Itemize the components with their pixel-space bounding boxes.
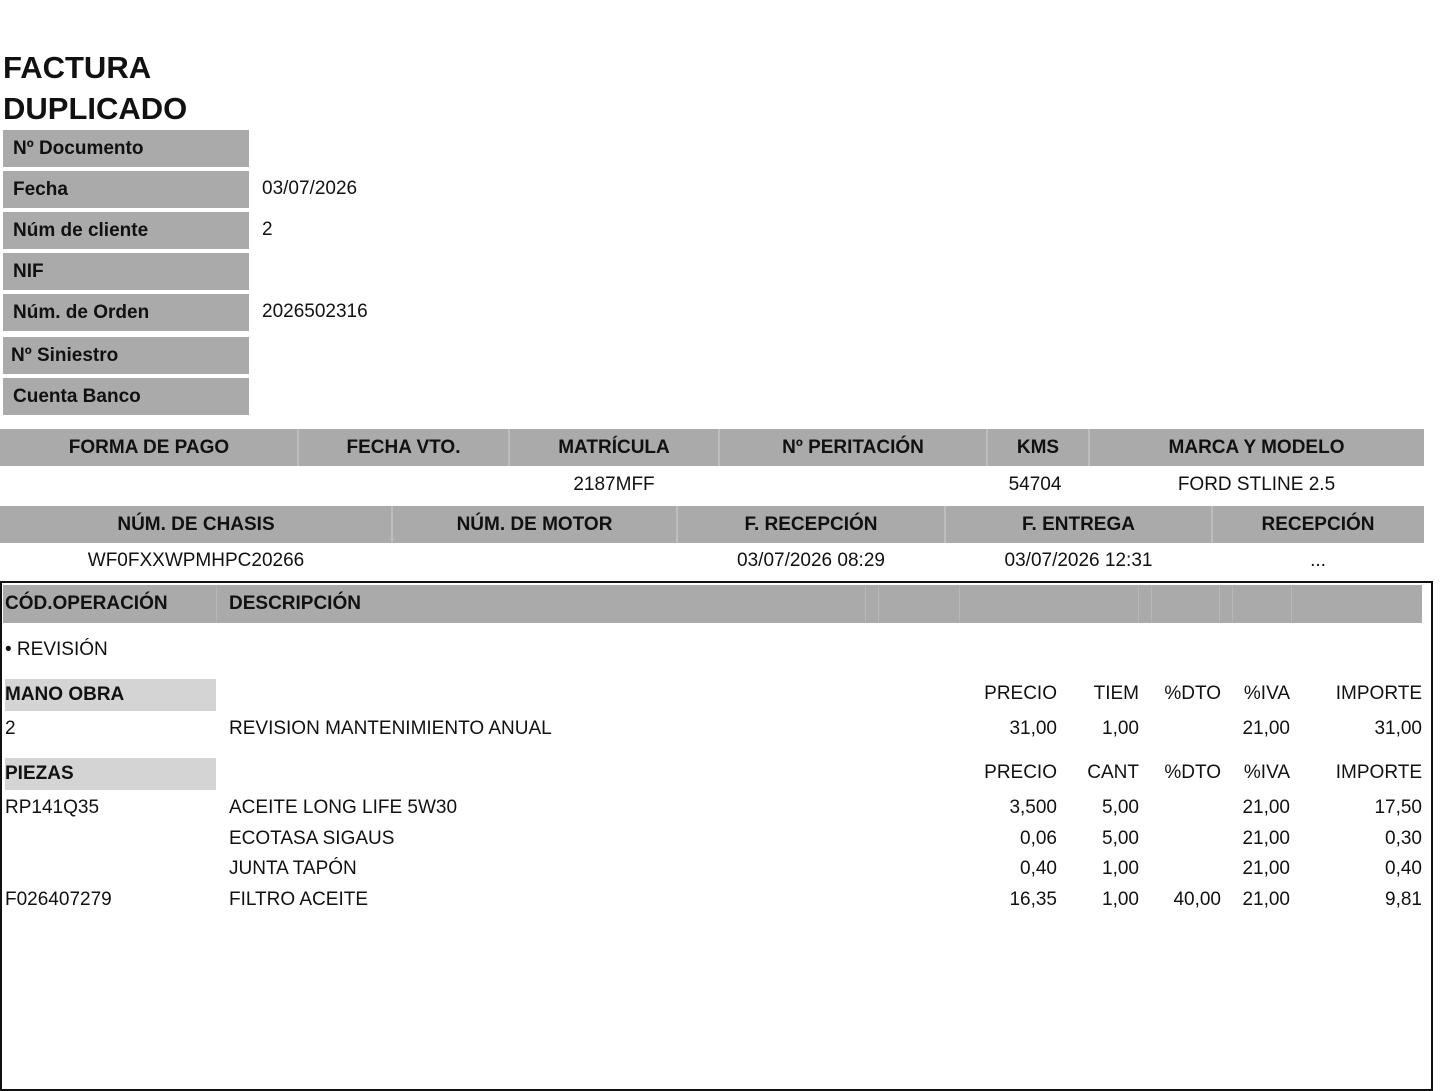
value-recepcion: ... (1310, 550, 1326, 571)
parts-row-price: 16,35 (1009, 889, 1057, 910)
parts-row-qty: 5,00 (1102, 828, 1139, 849)
header-num-peritacion: Nº PERITACIÓN (782, 436, 924, 458)
parts-header-precio: PRECIO (984, 762, 1057, 783)
label-num-siniestro: Nº Siniestro (3, 337, 249, 374)
parts-row-desc: ACEITE LONG LIFE 5W30 (229, 797, 458, 818)
header-fecha-vto: FECHA VTO. (346, 436, 461, 458)
labor-header-iva: %IVA (1243, 683, 1290, 704)
value-matricula: 2187MFF (573, 474, 655, 495)
parts-row-amount: 17,50 (1374, 797, 1422, 818)
header-forma-pago: FORMA DE PAGO (68, 436, 230, 458)
value-kms: 54704 (1008, 474, 1062, 495)
value-f-entrega: 03/07/2026 12:31 (1004, 550, 1153, 571)
header-divider (1138, 585, 1139, 623)
value-marca-modelo: FORD STLINE 2.5 (1177, 474, 1336, 495)
label-num-cliente: Núm de cliente (3, 212, 249, 249)
parts-row-iva: 21,00 (1242, 889, 1290, 910)
parts-row-amount: 0,40 (1385, 858, 1422, 879)
document-subtitle: DUPLICADO (3, 91, 188, 126)
header-cod-operacion: CÓD.OPERACIÓN (5, 593, 168, 614)
labor-header-dto: %DTO (1164, 683, 1221, 704)
header-divider (1291, 585, 1292, 623)
parts-header-dto: %DTO (1164, 762, 1221, 783)
header-recepcion: RECEPCIÓN (1261, 513, 1375, 535)
label-nif: NIF (3, 253, 249, 290)
parts-header-importe: IMPORTE (1335, 762, 1422, 783)
header-divider (1151, 585, 1152, 623)
labor-row-iva: 21,00 (1242, 718, 1290, 739)
parts-row-amount: 0,30 (1385, 828, 1422, 849)
parts-header-iva: %IVA (1243, 762, 1290, 783)
section-piezas: PIEZAS (5, 758, 216, 790)
header-divider (865, 585, 866, 623)
parts-row-desc: ECOTASA SIGAUS (229, 828, 395, 849)
header-divider (1219, 585, 1220, 623)
parts-row-desc: FILTRO ACEITE (229, 889, 369, 910)
header-divider (959, 585, 960, 623)
parts-row-desc: JUNTA TAPÓN (229, 858, 357, 879)
label-cuenta-banco: Cuenta Banco (3, 378, 249, 415)
value-f-recepcion: 03/07/2026 08:29 (737, 550, 885, 571)
parts-row-price: 0,40 (1020, 858, 1057, 879)
header-divider (216, 585, 217, 623)
section-mano-obra: MANO OBRA (5, 679, 216, 711)
value-num-orden: 2026502316 (262, 301, 368, 322)
vehicle-header-bar-2 (0, 506, 1424, 543)
value-num-chasis: WF0FXXWPMHPC20266 (87, 550, 305, 571)
parts-row-dto: 40,00 (1173, 889, 1221, 910)
header-divider (878, 585, 879, 623)
header-num-chasis: NÚM. DE CHASIS (117, 513, 275, 535)
labor-row-price: 31,00 (1009, 718, 1057, 739)
header-num-motor: NÚM. DE MOTOR (456, 513, 613, 535)
parts-row-amount: 9,81 (1385, 889, 1422, 910)
labor-header-tiem: TIEM (1093, 683, 1139, 704)
labor-row-qty: 1,00 (1102, 718, 1139, 739)
parts-row-iva: 21,00 (1242, 797, 1290, 818)
header-descripcion: DESCRIPCIÓN (229, 593, 361, 614)
header-f-recepcion: F. RECEPCIÓN (744, 513, 878, 535)
labor-header-importe: IMPORTE (1335, 683, 1422, 704)
parts-row-iva: 21,00 (1242, 828, 1290, 849)
labor-row-code: 2 (5, 718, 16, 739)
operation-group-title: • REVISIÓN (5, 639, 108, 660)
parts-row-price: 3,500 (1009, 797, 1057, 818)
label-num-documento: Nº Documento (3, 130, 249, 167)
labor-row-desc: REVISION MANTENIMIENTO ANUAL (229, 718, 552, 739)
parts-row-code: F026407279 (5, 889, 112, 910)
header-divider (1232, 585, 1233, 623)
parts-row-qty: 1,00 (1102, 858, 1139, 879)
vehicle-header-bar-1 (0, 429, 1424, 466)
labor-header-precio: PRECIO (984, 683, 1057, 704)
parts-row-code: RP141Q35 (5, 797, 100, 818)
header-f-entrega: F. ENTREGA (1022, 513, 1135, 535)
parts-header-cant: CANT (1087, 762, 1139, 783)
value-num-cliente: 2 (262, 219, 273, 240)
parts-row-qty: 1,00 (1102, 889, 1139, 910)
parts-row-qty: 5,00 (1102, 797, 1139, 818)
header-kms: KMS (1016, 436, 1060, 458)
label-num-orden: Núm. de Orden (3, 294, 249, 331)
labor-row-amount: 31,00 (1374, 718, 1422, 739)
value-fecha: 03/07/2026 (262, 178, 358, 199)
document-title: FACTURA (3, 50, 152, 85)
parts-row-iva: 21,00 (1242, 858, 1290, 879)
operations-box (0, 581, 1433, 1091)
label-fecha: Fecha (3, 171, 249, 208)
operations-header-bar (3, 585, 1422, 623)
parts-row-price: 0,06 (1020, 828, 1057, 849)
header-matricula: MATRÍCULA (558, 436, 670, 458)
header-marca-modelo: MARCA Y MODELO (1168, 436, 1345, 458)
